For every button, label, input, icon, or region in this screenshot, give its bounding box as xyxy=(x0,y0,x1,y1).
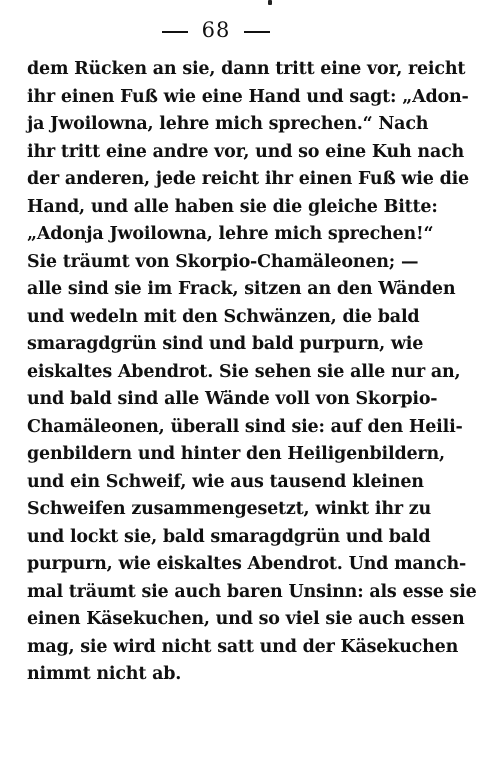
text-line: Schweifen zusammengesetzt, winkt ihr zu xyxy=(27,499,432,519)
text-line: ihr einen Fuß wie eine Hand und sagt: „Adon- xyxy=(27,86,469,107)
page-number: 68 xyxy=(201,18,231,42)
body-text xyxy=(27,56,477,689)
text-line: smaragdgrün sind und bald purpurn, wie xyxy=(27,334,424,354)
text-line: eiskaltes Abendrot. Sie sehen sie alle nur an, xyxy=(27,361,461,382)
text-line: alle sind sie im Frack, sitzen an den Wänden xyxy=(27,279,456,299)
left-dash xyxy=(162,31,188,33)
text-line: und wedeln mit den Schwänzen, die bald xyxy=(27,306,420,327)
text-line: und lockt sie, bald smaragdgrün und bald xyxy=(27,526,431,547)
text-line: nimmt nicht ab. xyxy=(27,664,182,684)
text-line: und ein Schweif, wie aus tausend kleinen xyxy=(27,471,424,492)
text-line: mal träumt sie auch baren Unsinn: als esse sie xyxy=(27,581,477,602)
text-line: Hand, und alle haben sie die gleiche Bitte: xyxy=(27,196,438,217)
ink-mark xyxy=(268,0,272,5)
page-number-header xyxy=(0,18,432,42)
text-line: „Adonja Jwoilowna, lehre mich sprechen!“ xyxy=(27,224,434,244)
text-line: mag, sie wird nicht satt und der Käsekuchen xyxy=(27,636,459,657)
text-line: einen Käsekuchen, und so viel sie auch essen xyxy=(27,609,465,629)
text-line: der anderen, jede reicht ihr einen Fuß wie die xyxy=(27,169,469,189)
text-line: genbildern und hinter den Heiligenbildern, xyxy=(27,444,445,464)
right-dash xyxy=(244,31,270,33)
text-line: ja Jwoilowna, lehre mich sprechen.“ Nach xyxy=(27,114,429,134)
text-line: Sie träumt von Skorpio-Chamäleonen; — xyxy=(27,251,419,272)
text-line: purpurn, wie eiskaltes Abendrot. Und manch- xyxy=(27,554,467,574)
text-line: ihr tritt eine andre vor, und so eine Kuh nach xyxy=(27,141,465,162)
text-line: dem Rücken an sie, dann tritt eine vor, reicht xyxy=(27,59,466,79)
text-line: Chamäleonen, überall sind sie: auf den Heili- xyxy=(27,416,463,437)
text-line: und bald sind alle Wände voll von Skorpio- xyxy=(27,389,438,409)
